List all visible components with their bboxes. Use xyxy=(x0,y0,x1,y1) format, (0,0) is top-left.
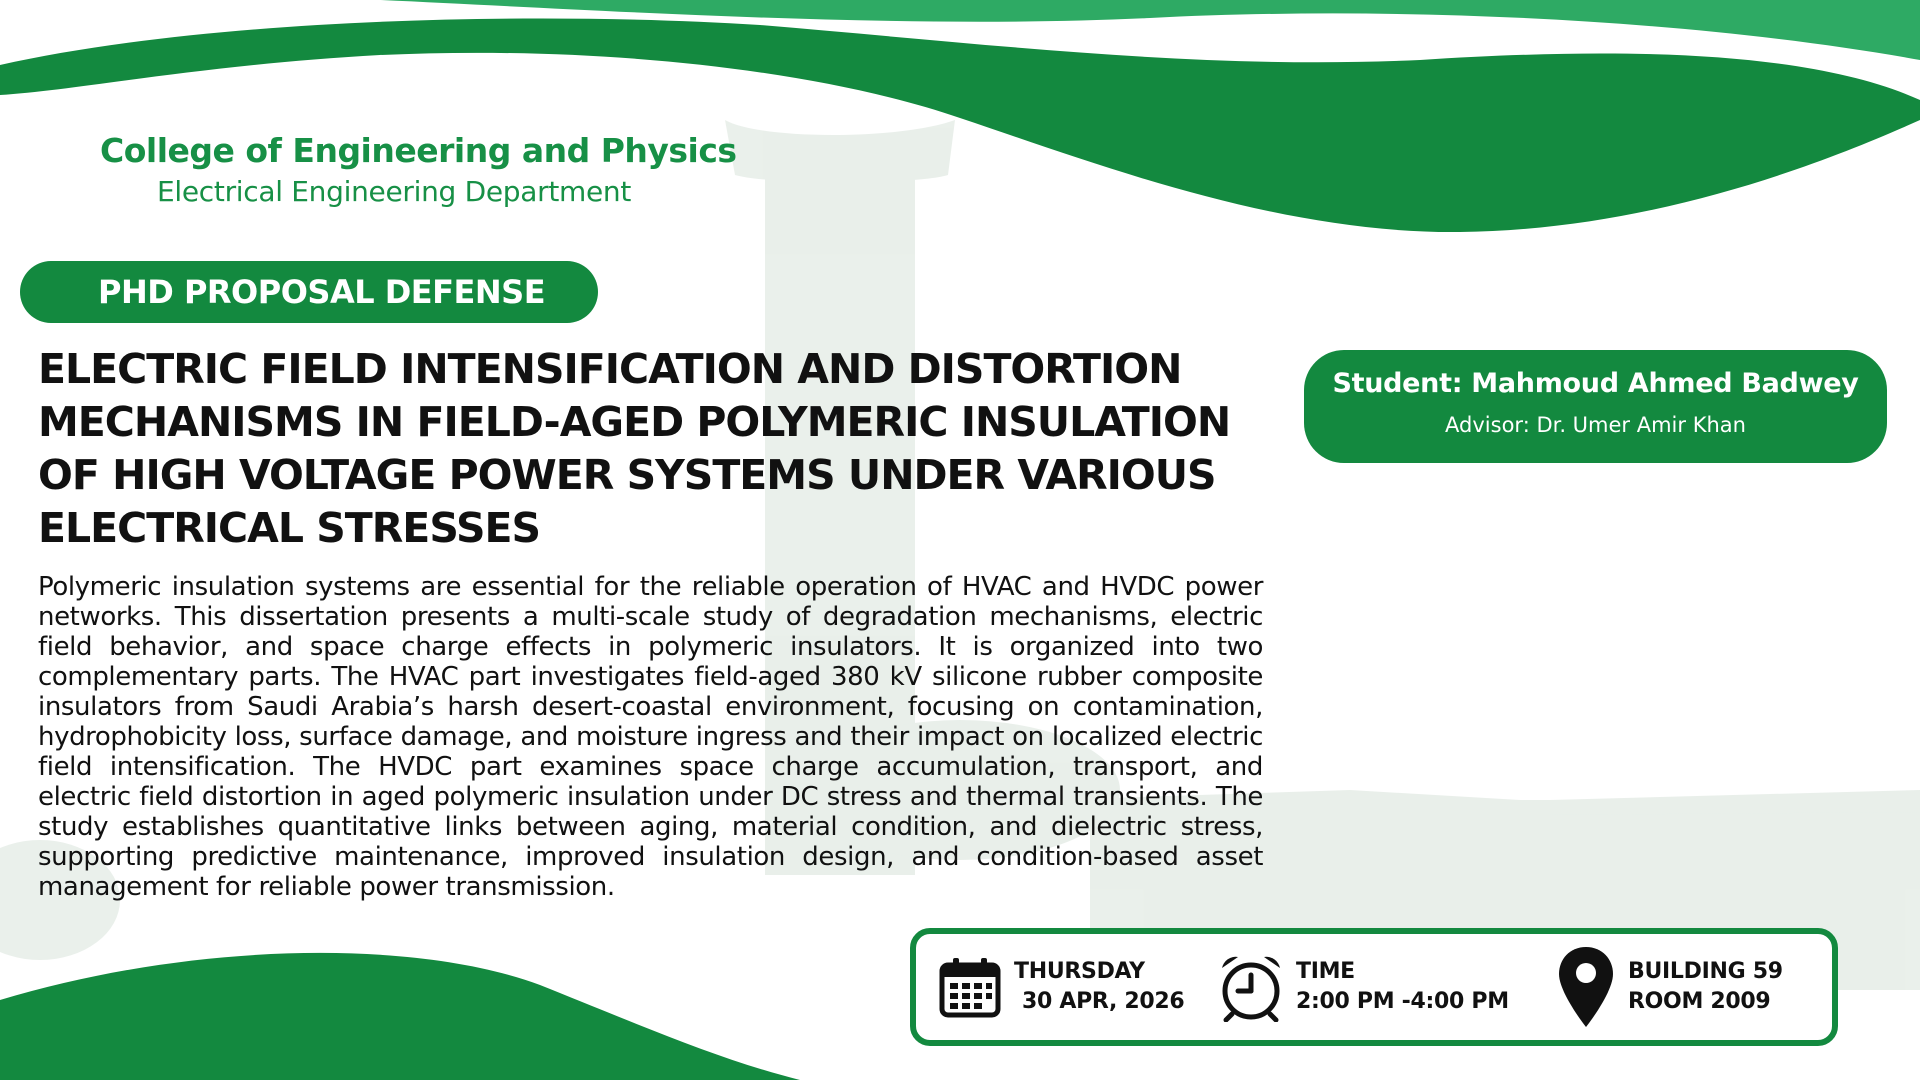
student-advisor-card xyxy=(1304,350,1887,463)
abstract-text: Polymeric insulation systems are essential for the reliable operation of HVAC and HVDC power networks. This dissertation presents a multi-scale study of degradation mechanisms, electric field behavior, and space charge effects in polymeric insulators. It is organized into two complementary parts. The HVAC part investigates field-aged 380 kV silicone rubber composite insulators from Saudi Arabia’s harsh desert-coastal environment, focusing on contamination, hydrophobicity loss, surface damage, and moisture ingress and their impact on localized electric field intensification. The HVDC part examines space charge accumulation, transport, and electric field distortion in aged polymeric insulation under DC stress and thermal transients. The study establishes quantitative links between aging, material condition, and dielectric stress, supporting predictive maintenance, improved insulation design, and condition-based asset management for reliable power transmission. xyxy=(38,572,1263,902)
department-name: Electrical Engineering Department xyxy=(157,175,632,208)
date-day: THURSDAY xyxy=(1014,959,1145,984)
institution-header xyxy=(100,130,740,212)
map-pin-icon xyxy=(1556,945,1616,1029)
date-detail xyxy=(938,934,1184,1040)
location-detail xyxy=(1556,934,1783,1040)
time-detail xyxy=(1218,934,1509,1040)
alarm-clock-icon xyxy=(1218,952,1284,1022)
college-name: College of Engineering and Physics xyxy=(100,131,737,170)
event-details-box xyxy=(910,928,1838,1046)
time-value: 2:00 PM -4:00 PM xyxy=(1296,989,1509,1014)
student-name: Student: Mahmoud Ahmed Badwey xyxy=(1332,368,1859,399)
calendar-icon xyxy=(938,955,1002,1019)
time-label: TIME xyxy=(1296,959,1355,984)
date-value: 30 APR, 2026 xyxy=(1022,989,1185,1014)
event-type-badge: PHD PROPOSAL DEFENSE xyxy=(20,261,598,323)
room-number: ROOM 2009 xyxy=(1628,989,1771,1014)
thesis-title: ELECTRIC FIELD INTENSIFICATION AND DISTORTION MECHANISMS IN FIELD-AGED POLYMERIC INSULATION OF HIGH VOLTAGE POWER SYSTEMS UNDER VARIOUS ELECTRICAL STRESSES xyxy=(38,345,1231,552)
building-number: BUILDING 59 xyxy=(1628,959,1783,984)
advisor-name: Advisor: Dr. Umer Amir Khan xyxy=(1445,413,1746,437)
bottom-wave xyxy=(0,953,800,1080)
